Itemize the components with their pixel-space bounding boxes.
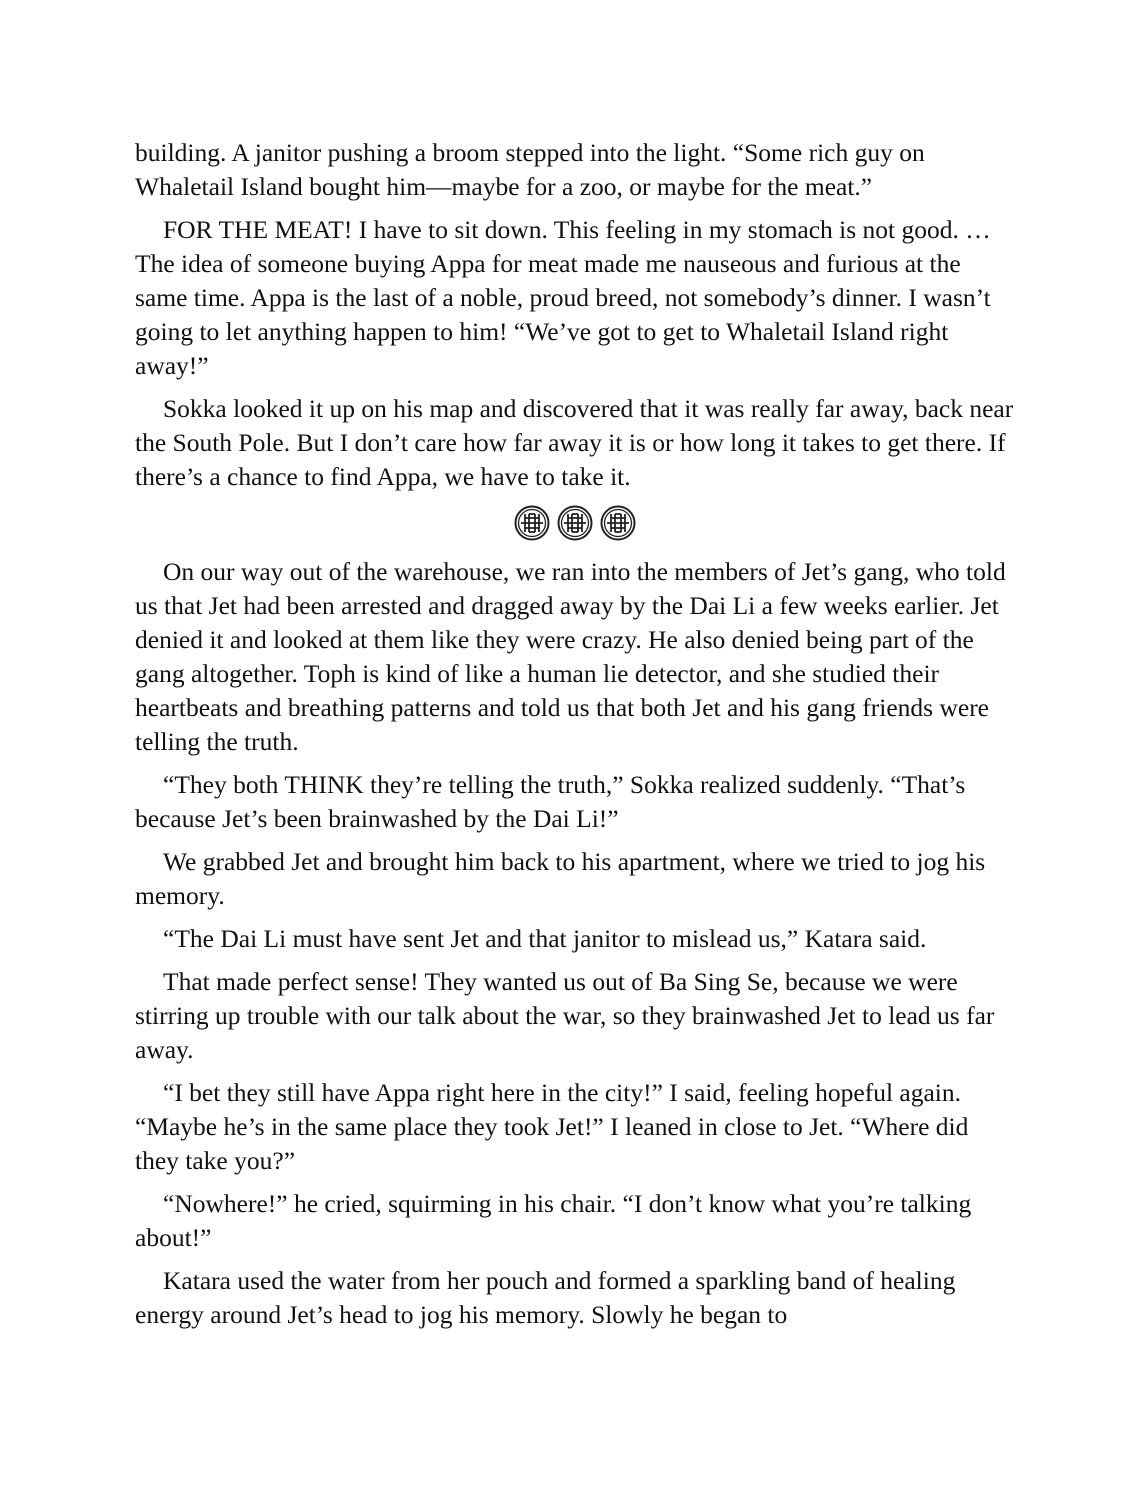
paragraph: building. A janitor pushing a broom stepped into the light. “Some rich guy on Whaletail Island bought him—maybe for a zoo, or maybe for the meat.” (135, 138, 925, 201)
book-page (135, 136, 1015, 1341)
paragraph: On our way out of the warehouse, we ran into the members of Jet’s gang, who told us that Jet had been arrested and dragged away by the Dai Li a few weeks earlier. Jet denied it and looked at them like they were crazy. He also denied being part of the gang altogether. Toph is kind of like a human lie detector, and she studied their heartbeats and breathing patterns and told us that both Jet and his gang friends were telling the truth. (135, 557, 1006, 756)
paragraph: “Nowhere!” he cried, squirming in his chair. “I don’t know what you’re talking about!” (135, 1189, 972, 1252)
paragraph: “They both THINK they’re telling the truth,” Sokka realized suddenly. “That’s because Jet’s been brainwashed by the Dai Li!” (135, 770, 966, 833)
paragraph: “I bet they still have Appa right here in the city!” I said, feeling hopeful again. “Maybe he’s in the same place they took Jet!” I leaned in close to Jet. “Where did they take you?” (135, 1078, 969, 1175)
paragraph: We grabbed Jet and brought him back to his apartment, where we tried to jog his memory. (135, 847, 986, 910)
section-break (135, 503, 1015, 543)
paragraph: Katara used the water from her pouch and formed a sparkling band of healing energy around Jet’s head to jog his memory. Slowly he began to (135, 1266, 956, 1329)
paragraph: “The Dai Li must have sent Jet and that janitor to mislead us,” Katara said. (163, 924, 927, 953)
paragraph: Sokka looked it up on his map and discovered that it was really far away, back near the South Pole. But I don’t care how far away it is or how long it takes to get there. If there’s a chance to find Appa, we have to take it. (135, 394, 1014, 491)
paragraph: FOR THE MEAT! I have to sit down. This feeling in my stomach is not good. … The idea of someone buying Appa for meat made me nauseous and furious at the same time. Appa is the last of a noble, proud breed, not somebody’s dinner. I wasn’t going to let anything happen to him! “We’ve got to get to Whaletail Island right away!” (135, 215, 991, 380)
paragraph: That made perfect sense! They wanted us out of Ba Sing Se, because we were stirring up trouble with our talk about the war, so they brainwashed Jet to lead us far away. (135, 967, 995, 1064)
chinese-knot-ornament-icon (514, 505, 550, 541)
chinese-knot-ornament-icon (557, 505, 593, 541)
chinese-knot-ornament-icon (600, 505, 636, 541)
